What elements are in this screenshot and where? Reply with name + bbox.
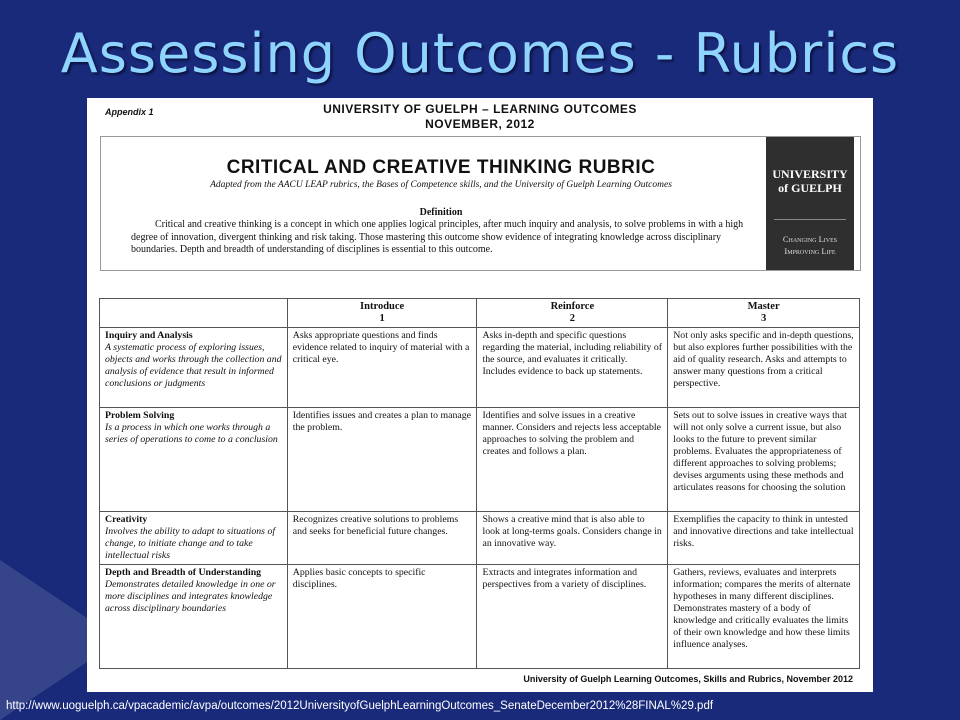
criterion-name: Inquiry and Analysis <box>105 330 193 341</box>
reinforce-cell: Asks in-depth and specific questions regarding the material, including reliability of the source, and evaluates it critically. Includes evidence to back up statements. <box>477 328 668 408</box>
criterion-description: Is a process in which one works through a series of operations to come to a conclusion <box>105 422 278 445</box>
criterion-description: A systematic process of exploring issues, objects and works through the collection and analysis of evidence that result in informed conclusions or judgments <box>105 342 282 389</box>
table-row <box>100 512 860 565</box>
rubric-title: CRITICAL AND CREATIVE THINKING RUBRIC <box>226 157 656 178</box>
table-row <box>100 328 860 408</box>
header-label: Reinforce <box>550 301 595 312</box>
slide-title: Assessing Outcomes - Rubrics <box>60 22 900 85</box>
table-row <box>100 565 860 669</box>
logo-tagline-2: Improving Life <box>784 246 836 256</box>
logo-wordmark <box>766 167 854 195</box>
criterion-cell <box>100 565 288 669</box>
header-number: 2 <box>569 313 575 324</box>
rubric-definition-box <box>100 136 861 271</box>
rubric-document <box>87 98 873 692</box>
criterion-cell <box>100 328 288 408</box>
source-url: http://www.uoguelph.ca/vpacademic/avpa/outcomes/2012UniversityofGuelphLearningOutcomes_SenateDecember2012%28FINAL%29.pdf <box>6 700 714 712</box>
header-introduce <box>287 299 477 328</box>
header-master <box>668 299 860 328</box>
reinforce-cell: Extracts and integrates information and perspectives from a variety of disciplines. <box>477 565 668 669</box>
criterion-name: Depth and Breadth of Understanding <box>105 567 262 578</box>
header-number: 3 <box>760 313 767 324</box>
master-cell: Gathers, reviews, evaluates and interprets information; compares the merits of alternate hypotheses in many different disciplines. Demonstrates mastery of a body of knowledge and critically evaluates the limits of their own knowledge and how these limits influence analyses. <box>668 565 860 669</box>
master-cell: Sets out to solve issues in creative ways that will not only solve a current issue, but also looks to the future to prevent similar problems. Evaluates the appropriateness of different approaches to solving problems; devises arguments using these methods and articulates reasons for choosing the solution <box>668 408 860 512</box>
definition-heading: Definition <box>419 207 463 218</box>
master-cell: Not only asks specific and in-depth questions, but also explores further possibilities with the aid of quality research. Asks and attempts to answer many questions from a critical perspective. <box>668 328 860 408</box>
criterion-name: Problem Solving <box>105 410 175 421</box>
criterion-cell <box>100 408 288 512</box>
document-footer: University of Guelph Learning Outcomes, Skills and Rubrics, November 2012 <box>523 674 853 684</box>
document-header <box>87 102 873 132</box>
reinforce-cell: Identifies and solve issues in a creative manner. Considers and rejects less acceptable approaches to solving the problem and creates and follows a plan. <box>477 408 668 512</box>
logo-line-1: UNIVERSITY <box>772 167 848 181</box>
reinforce-cell: Shows a creative mind that is also able to look at long-terms goals. Considers change in an innovative way. <box>477 512 668 565</box>
header-number: 1 <box>379 313 385 324</box>
logo-line-2: of GUELPH <box>778 181 842 195</box>
header-empty <box>100 299 288 328</box>
logo-tagline-1: Changing Lives <box>782 234 838 244</box>
header-label: Introduce <box>360 301 405 312</box>
table-row <box>100 408 860 512</box>
header-label: Master <box>747 301 780 312</box>
introduce-cell: Applies basic concepts to specific disciplines. <box>287 565 477 669</box>
logo-divider <box>774 219 846 220</box>
table-header-row <box>100 299 860 328</box>
introduce-cell: Recognizes creative solutions to problems and seeks for beneficial future changes. <box>287 512 477 565</box>
appendix-label: Appendix 1 <box>105 107 154 117</box>
introduce-cell: Identifies issues and creates a plan to manage the problem. <box>287 408 477 512</box>
criterion-cell <box>100 512 288 565</box>
header-line-1: UNIVERSITY OF GUELPH – LEARNING OUTCOMES <box>323 102 637 116</box>
criterion-name: Creativity <box>105 514 148 525</box>
master-cell: Exemplifies the capacity to think in untested and innovative directions and take intellectual risks. <box>668 512 860 565</box>
introduce-cell: Asks appropriate questions and finds evidence related to inquiry of material with a critical eye. <box>287 328 477 408</box>
header-reinforce <box>477 299 668 328</box>
definition-text: Critical and creative thinking is a concept in which one applies logical principles, after much inquiry and analysis, to solve problems in with a high degree of innovation, divergent thinking and risk taking. Those mastering this outcome show evidence of integrating knowledge across disciplinary boundaries. Depth and breadth of understanding of disciplines is essential to this outcome. <box>131 219 744 255</box>
criterion-description: Involves the ability to adapt to situations of change, to initiate change and to take intellectual risks <box>105 526 276 561</box>
university-logo <box>766 137 854 270</box>
criterion-description: Demonstrates detailed knowledge in one or more disciplines and integrates knowledge across disciplinary boundaries <box>105 579 276 614</box>
rubric-table <box>99 298 860 669</box>
rubric-subtitle: Adapted from the AACU LEAP rubrics, the Bases of Competence skills, and the University of Guelph Learning Outcomes <box>210 180 672 190</box>
logo-tagline <box>766 233 854 257</box>
header-line-2: NOVEMBER, 2012 <box>425 117 535 131</box>
